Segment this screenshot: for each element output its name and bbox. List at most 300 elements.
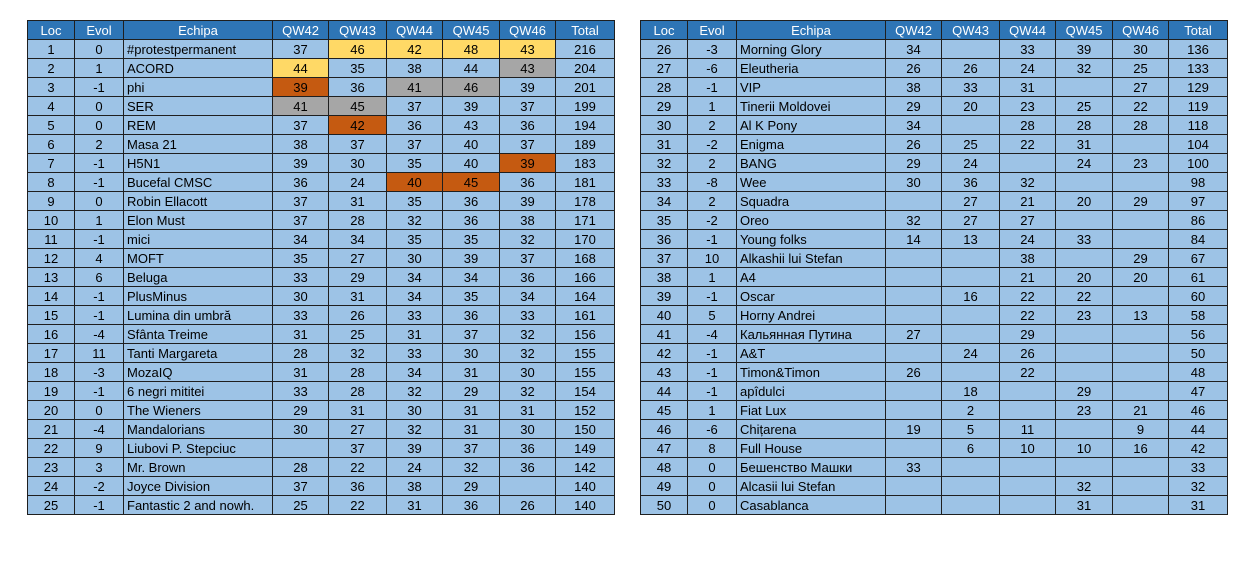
team-name-cell: Elon Must (124, 211, 273, 230)
team-name-cell: Mandalorians (124, 420, 273, 439)
qw43-score-cell: 13 (942, 230, 1000, 249)
loc-cell: 9 (28, 192, 75, 211)
qw44-score-cell: 32 (387, 211, 443, 230)
qw46-score-cell (500, 477, 556, 496)
qw44-score-cell: 31 (1000, 78, 1056, 97)
qw44-score-cell: 11 (1000, 420, 1056, 439)
qw46-score-cell: 28 (1113, 116, 1169, 135)
team-name-cell: A4 (737, 268, 886, 287)
qw42-score-cell (886, 401, 942, 420)
loc-cell: 16 (28, 325, 75, 344)
qw44-score-cell: 33 (387, 306, 443, 325)
evol-cell: -6 (688, 59, 737, 78)
qw42-score-cell: 44 (273, 59, 329, 78)
qw44-score-cell: 33 (1000, 40, 1056, 59)
table-row (28, 382, 615, 401)
total-cell: 154 (556, 382, 615, 401)
total-cell: 149 (556, 439, 615, 458)
table-row (641, 211, 1228, 230)
qw44-score-cell: 27 (1000, 211, 1056, 230)
team-name-cell: BANG (737, 154, 886, 173)
team-name-cell: The Wieners (124, 401, 273, 420)
table-row (641, 59, 1228, 78)
qw46-score-cell: 37 (500, 97, 556, 116)
team-name-cell: Oscar (737, 287, 886, 306)
qw46-score-cell: 38 (500, 211, 556, 230)
qw43-score-cell: 31 (329, 401, 387, 420)
qw46-score-cell: 36 (500, 439, 556, 458)
qw45-score-cell: 22 (1056, 287, 1113, 306)
evol-cell: 1 (688, 268, 737, 287)
qw44-score-cell (1000, 496, 1056, 515)
qw45-score-cell (1056, 211, 1113, 230)
total-cell: 31 (1169, 496, 1228, 515)
table-row (641, 116, 1228, 135)
total-cell: 189 (556, 135, 615, 154)
qw43-score-cell: 32 (329, 344, 387, 363)
qw42-score-cell: 33 (273, 268, 329, 287)
evol-cell: -1 (75, 173, 124, 192)
qw43-score-cell: 28 (329, 382, 387, 401)
qw44-score-cell: 34 (387, 268, 443, 287)
team-name-cell: Fiat Lux (737, 401, 886, 420)
total-cell: 32 (1169, 477, 1228, 496)
col-header-qw44: QW44 (1000, 21, 1056, 40)
total-cell: 133 (1169, 59, 1228, 78)
evol-cell: 2 (75, 135, 124, 154)
qw46-score-cell: 29 (1113, 249, 1169, 268)
qw44-score-cell: 35 (387, 154, 443, 173)
qw42-score-cell: 28 (273, 458, 329, 477)
qw42-score-cell (886, 382, 942, 401)
qw43-score-cell: 27 (942, 192, 1000, 211)
evol-cell: -1 (75, 382, 124, 401)
col-header-echipa: Echipa (737, 21, 886, 40)
qw44-score-cell: 29 (1000, 325, 1056, 344)
team-name-cell: Wee (737, 173, 886, 192)
total-cell: 168 (556, 249, 615, 268)
loc-cell: 49 (641, 477, 688, 496)
qw43-score-cell: 20 (942, 97, 1000, 116)
qw42-score-cell: 29 (273, 401, 329, 420)
qw44-score-cell: 42 (387, 40, 443, 59)
team-name-cell: Horny Andrei (737, 306, 886, 325)
loc-cell: 4 (28, 97, 75, 116)
evol-cell: -4 (688, 325, 737, 344)
qw46-score-cell (1113, 344, 1169, 363)
qw45-score-cell: 29 (443, 382, 500, 401)
table-row (28, 344, 615, 363)
qw44-score-cell: 31 (387, 325, 443, 344)
table-row (28, 40, 615, 59)
qw44-score-cell: 24 (1000, 59, 1056, 78)
col-header-qw43: QW43 (329, 21, 387, 40)
table-row (28, 78, 615, 97)
col-header-loc: Loc (641, 21, 688, 40)
qw46-score-cell: 36 (500, 173, 556, 192)
team-name-cell: Casablanca (737, 496, 886, 515)
loc-cell: 39 (641, 287, 688, 306)
qw43-score-cell: 37 (329, 135, 387, 154)
qw46-score-cell (1113, 173, 1169, 192)
table-row (641, 496, 1228, 515)
qw45-score-cell: 25 (1056, 97, 1113, 116)
qw42-score-cell (886, 287, 942, 306)
loc-cell: 8 (28, 173, 75, 192)
qw44-score-cell: 22 (1000, 287, 1056, 306)
qw42-score-cell: 19 (886, 420, 942, 439)
qw43-score-cell: 16 (942, 287, 1000, 306)
qw42-score-cell: 33 (273, 382, 329, 401)
qw45-score-cell: 31 (1056, 135, 1113, 154)
qw43-score-cell (942, 325, 1000, 344)
table-row (641, 287, 1228, 306)
total-cell: 98 (1169, 173, 1228, 192)
qw45-score-cell (1056, 344, 1113, 363)
qw42-score-cell: 34 (273, 230, 329, 249)
qw42-score-cell: 37 (273, 477, 329, 496)
table-row (28, 173, 615, 192)
total-cell: 155 (556, 344, 615, 363)
qw46-score-cell: 36 (500, 116, 556, 135)
qw46-score-cell: 30 (500, 363, 556, 382)
team-name-cell: Tinerii Moldovei (737, 97, 886, 116)
qw42-score-cell: 35 (273, 249, 329, 268)
table-row (28, 135, 615, 154)
qw46-score-cell: 31 (500, 401, 556, 420)
header-row (28, 21, 615, 40)
qw44-score-cell: 32 (387, 382, 443, 401)
qw45-score-cell: 20 (1056, 268, 1113, 287)
qw42-score-cell: 14 (886, 230, 942, 249)
qw43-score-cell: 26 (942, 59, 1000, 78)
qw43-score-cell: 46 (329, 40, 387, 59)
qw46-score-cell: 26 (500, 496, 556, 515)
loc-cell: 27 (641, 59, 688, 78)
table-row (641, 325, 1228, 344)
qw43-score-cell (942, 363, 1000, 382)
evol-cell: 0 (75, 40, 124, 59)
qw45-score-cell (1056, 78, 1113, 97)
loc-cell: 48 (641, 458, 688, 477)
evol-cell: 0 (75, 97, 124, 116)
team-name-cell: Masa 21 (124, 135, 273, 154)
qw45-score-cell: 34 (443, 268, 500, 287)
team-name-cell: Mr. Brown (124, 458, 273, 477)
col-header-qw42: QW42 (273, 21, 329, 40)
qw43-score-cell (942, 306, 1000, 325)
qw46-score-cell (1113, 135, 1169, 154)
total-cell: 46 (1169, 401, 1228, 420)
evol-cell: -3 (688, 40, 737, 59)
qw45-score-cell: 31 (1056, 496, 1113, 515)
loc-cell: 26 (641, 40, 688, 59)
col-header-total: Total (1169, 21, 1228, 40)
qw42-score-cell: 37 (273, 40, 329, 59)
col-header-qw46: QW46 (1113, 21, 1169, 40)
total-cell: 129 (1169, 78, 1228, 97)
qw44-score-cell: 32 (387, 420, 443, 439)
qw46-score-cell: 39 (500, 154, 556, 173)
qw42-score-cell: 41 (273, 97, 329, 116)
total-cell: 104 (1169, 135, 1228, 154)
evol-cell: 8 (688, 439, 737, 458)
qw45-score-cell: 31 (443, 420, 500, 439)
qw46-score-cell (1113, 458, 1169, 477)
table-row (641, 154, 1228, 173)
evol-cell: 3 (75, 458, 124, 477)
qw43-score-cell: 6 (942, 439, 1000, 458)
loc-cell: 24 (28, 477, 75, 496)
total-cell: 150 (556, 420, 615, 439)
team-name-cell: Beluga (124, 268, 273, 287)
qw44-score-cell: 22 (1000, 363, 1056, 382)
qw44-score-cell: 38 (1000, 249, 1056, 268)
evol-cell: -1 (75, 287, 124, 306)
qw43-score-cell (942, 496, 1000, 515)
total-cell: 60 (1169, 287, 1228, 306)
loc-cell: 1 (28, 40, 75, 59)
total-cell: 50 (1169, 344, 1228, 363)
loc-cell: 35 (641, 211, 688, 230)
col-header-total: Total (556, 21, 615, 40)
evol-cell: 2 (688, 154, 737, 173)
team-name-cell: Joyce Division (124, 477, 273, 496)
qw46-score-cell (1113, 287, 1169, 306)
qw42-score-cell (886, 306, 942, 325)
qw46-score-cell: 13 (1113, 306, 1169, 325)
total-cell: 201 (556, 78, 615, 97)
table-row (641, 363, 1228, 382)
loc-cell: 29 (641, 97, 688, 116)
qw43-score-cell: 37 (329, 439, 387, 458)
team-name-cell: ACORD (124, 59, 273, 78)
qw44-score-cell: 22 (1000, 306, 1056, 325)
qw46-score-cell: 30 (1113, 40, 1169, 59)
evol-cell: 0 (75, 116, 124, 135)
qw46-score-cell: 29 (1113, 192, 1169, 211)
qw46-score-cell (1113, 211, 1169, 230)
qw46-score-cell: 23 (1113, 154, 1169, 173)
col-header-qw46: QW46 (500, 21, 556, 40)
qw44-score-cell: 24 (1000, 230, 1056, 249)
qw44-score-cell: 35 (387, 192, 443, 211)
evol-cell: -1 (688, 382, 737, 401)
qw44-score-cell: 38 (387, 59, 443, 78)
loc-cell: 42 (641, 344, 688, 363)
loc-cell: 5 (28, 116, 75, 135)
table-row (28, 268, 615, 287)
qw44-score-cell: 38 (387, 477, 443, 496)
team-name-cell: Enigma (737, 135, 886, 154)
total-cell: 178 (556, 192, 615, 211)
qw46-score-cell: 33 (500, 306, 556, 325)
qw43-score-cell: 25 (942, 135, 1000, 154)
table-row (641, 420, 1228, 439)
qw46-score-cell (1113, 325, 1169, 344)
team-name-cell: Bucefal CMSC (124, 173, 273, 192)
qw45-score-cell: 30 (443, 344, 500, 363)
qw44-score-cell (1000, 154, 1056, 173)
loc-cell: 17 (28, 344, 75, 363)
qw42-score-cell (273, 439, 329, 458)
qw45-score-cell: 44 (443, 59, 500, 78)
qw46-score-cell: 36 (500, 268, 556, 287)
qw45-score-cell: 36 (443, 192, 500, 211)
qw42-score-cell: 27 (886, 325, 942, 344)
qw42-score-cell: 37 (273, 192, 329, 211)
qw42-score-cell (886, 249, 942, 268)
qw42-score-cell (886, 439, 942, 458)
qw43-score-cell: 22 (329, 496, 387, 515)
qw45-score-cell: 29 (443, 477, 500, 496)
evol-cell: 2 (688, 116, 737, 135)
qw42-score-cell: 36 (273, 173, 329, 192)
table-row (28, 458, 615, 477)
loc-cell: 50 (641, 496, 688, 515)
evol-cell: -1 (75, 496, 124, 515)
total-cell: 140 (556, 496, 615, 515)
qw45-score-cell (1056, 249, 1113, 268)
qw45-score-cell: 32 (443, 458, 500, 477)
evol-cell: -1 (688, 344, 737, 363)
evol-cell: -2 (688, 211, 737, 230)
table-row (28, 211, 615, 230)
team-name-cell: Al K Pony (737, 116, 886, 135)
table-row (28, 477, 615, 496)
qw45-score-cell: 35 (443, 230, 500, 249)
qw46-score-cell: 32 (500, 382, 556, 401)
col-header-qw45: QW45 (443, 21, 500, 40)
qw42-score-cell: 31 (273, 325, 329, 344)
loc-cell: 44 (641, 382, 688, 401)
qw42-score-cell: 37 (273, 116, 329, 135)
evol-cell: -1 (75, 306, 124, 325)
loc-cell: 14 (28, 287, 75, 306)
col-header-evol: Evol (688, 21, 737, 40)
table-row (641, 173, 1228, 192)
qw44-score-cell: 30 (387, 401, 443, 420)
col-header-evol: Evol (75, 21, 124, 40)
evol-cell: -1 (75, 154, 124, 173)
qw43-score-cell: 45 (329, 97, 387, 116)
qw42-score-cell: 26 (886, 363, 942, 382)
loc-cell: 21 (28, 420, 75, 439)
qw45-score-cell: 20 (1056, 192, 1113, 211)
qw45-score-cell: 40 (443, 154, 500, 173)
evol-cell: 9 (75, 439, 124, 458)
header-row (641, 21, 1228, 40)
total-cell: 118 (1169, 116, 1228, 135)
qw42-score-cell: 30 (273, 287, 329, 306)
team-name-cell: Chițarena (737, 420, 886, 439)
qw45-score-cell: 48 (443, 40, 500, 59)
table-row (28, 249, 615, 268)
qw46-score-cell: 21 (1113, 401, 1169, 420)
qw43-score-cell (942, 268, 1000, 287)
team-name-cell: phi (124, 78, 273, 97)
qw44-score-cell: 39 (387, 439, 443, 458)
loc-cell: 3 (28, 78, 75, 97)
col-header-qw44: QW44 (387, 21, 443, 40)
qw42-score-cell: 30 (886, 173, 942, 192)
table-row (28, 154, 615, 173)
evol-cell: 1 (75, 59, 124, 78)
team-name-cell: Timon&Timon (737, 363, 886, 382)
qw42-score-cell (886, 268, 942, 287)
table-row (641, 439, 1228, 458)
table-row (28, 116, 615, 135)
loc-cell: 45 (641, 401, 688, 420)
team-name-cell: SER (124, 97, 273, 116)
table-row (641, 306, 1228, 325)
team-name-cell: apîdulci (737, 382, 886, 401)
qw43-score-cell: 28 (329, 211, 387, 230)
total-cell: 56 (1169, 325, 1228, 344)
qw45-score-cell (1056, 363, 1113, 382)
qw46-score-cell (1113, 230, 1169, 249)
qw46-score-cell: 22 (1113, 97, 1169, 116)
team-name-cell: Lumina din umbră (124, 306, 273, 325)
qw43-score-cell: 24 (942, 154, 1000, 173)
table-row (641, 382, 1228, 401)
table-row (28, 496, 615, 515)
evol-cell: -1 (688, 230, 737, 249)
loc-cell: 7 (28, 154, 75, 173)
qw44-score-cell: 21 (1000, 268, 1056, 287)
evol-cell: -1 (688, 287, 737, 306)
loc-cell: 33 (641, 173, 688, 192)
qw45-score-cell: 40 (443, 135, 500, 154)
qw44-score-cell: 33 (387, 344, 443, 363)
evol-cell: 0 (688, 496, 737, 515)
qw46-score-cell (1113, 382, 1169, 401)
qw45-score-cell: 24 (1056, 154, 1113, 173)
total-cell: 100 (1169, 154, 1228, 173)
team-name-cell: VIP (737, 78, 886, 97)
qw43-score-cell: 36 (329, 78, 387, 97)
qw43-score-cell: 25 (329, 325, 387, 344)
qw44-score-cell: 34 (387, 363, 443, 382)
team-name-cell: REM (124, 116, 273, 135)
qw46-score-cell: 39 (500, 78, 556, 97)
loc-cell: 37 (641, 249, 688, 268)
loc-cell: 36 (641, 230, 688, 249)
team-name-cell: Young folks (737, 230, 886, 249)
qw45-score-cell: 36 (443, 211, 500, 230)
qw46-score-cell: 27 (1113, 78, 1169, 97)
qw44-score-cell: 31 (387, 496, 443, 515)
table-row (641, 192, 1228, 211)
total-cell: 84 (1169, 230, 1228, 249)
evol-cell: -6 (688, 420, 737, 439)
team-name-cell: MozaIQ (124, 363, 273, 382)
loc-cell: 25 (28, 496, 75, 515)
qw43-score-cell (942, 40, 1000, 59)
qw43-score-cell: 31 (329, 287, 387, 306)
col-header-qw43: QW43 (942, 21, 1000, 40)
qw45-score-cell (1056, 173, 1113, 192)
qw46-score-cell: 25 (1113, 59, 1169, 78)
total-cell: 166 (556, 268, 615, 287)
qw44-score-cell: 26 (1000, 344, 1056, 363)
table-row (28, 287, 615, 306)
qw43-score-cell: 24 (942, 344, 1000, 363)
loc-cell: 41 (641, 325, 688, 344)
qw43-score-cell (942, 249, 1000, 268)
qw43-score-cell: 34 (329, 230, 387, 249)
loc-cell: 6 (28, 135, 75, 154)
